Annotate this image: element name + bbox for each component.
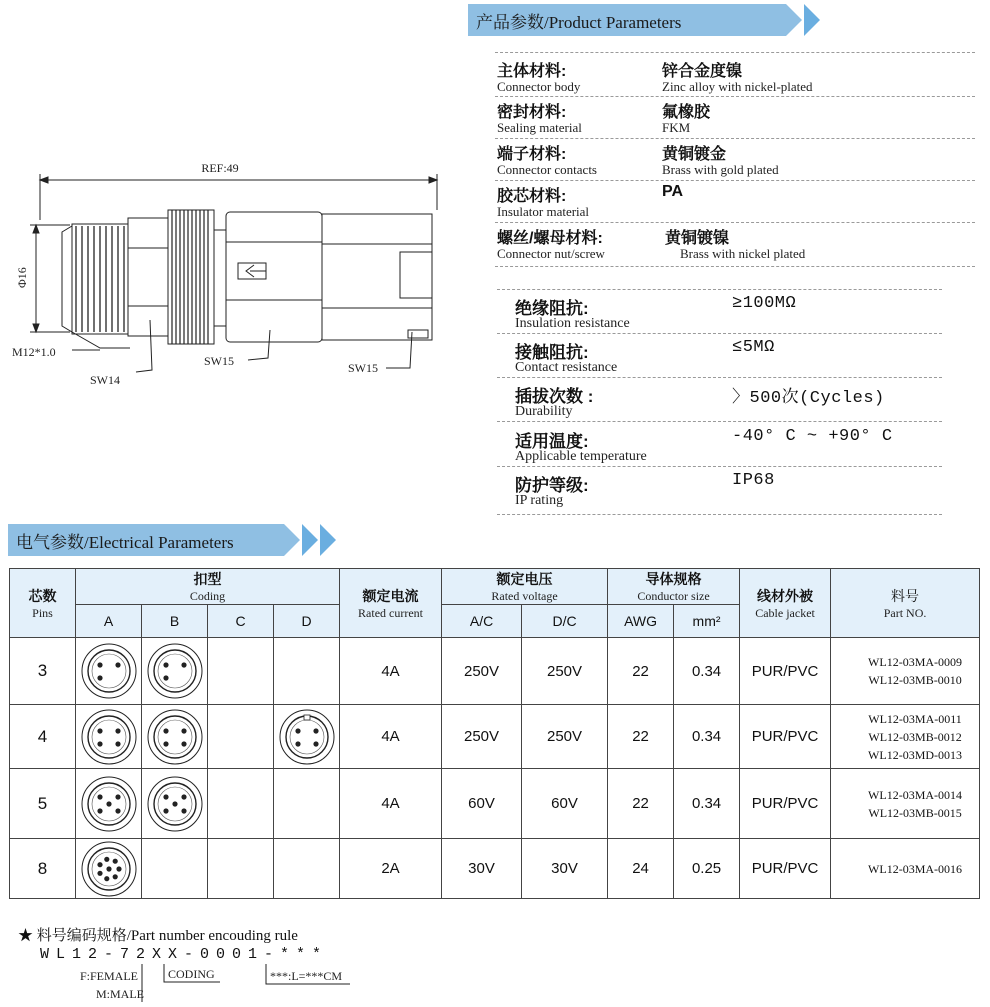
pins-header: 芯数 Pins (10, 569, 76, 638)
ref-dimension-label: REF:49 (201, 161, 239, 175)
awg-cell: 22 (608, 769, 674, 839)
param-value-en: Brass with nickel plated (680, 246, 806, 261)
connector-face-icon (78, 642, 140, 700)
voltage-col-dc: D/C (522, 605, 608, 638)
electrical-parameters-header (8, 524, 336, 556)
coding-cell (274, 769, 340, 839)
mm2-cell: 0.34 (674, 769, 740, 839)
part-no-header: 料号 Part NO. (831, 569, 980, 638)
coding-cell (76, 705, 142, 769)
connector-drawing (0, 140, 460, 400)
cable-jacket-cell: PUR/PVC (740, 769, 831, 839)
param-name-en: Insulator material (497, 204, 590, 219)
male-label: M:MALE (96, 987, 144, 1001)
param-name: 螺丝/螺母材料: (497, 230, 603, 247)
table-row (10, 638, 980, 705)
female-label: F:FEMALE (80, 969, 139, 983)
coding-cell (142, 839, 208, 899)
param-value: 黄铜镀镍 (665, 230, 730, 247)
coding-cell (76, 839, 142, 899)
product-parameter-row (495, 181, 975, 223)
part-number: WL12-03MB-0015 (868, 805, 962, 820)
param-value-en: Brass with gold plated (662, 162, 779, 177)
mm2-cell: 0.34 (674, 705, 740, 769)
coding-cell (142, 769, 208, 839)
chevron-icon (320, 524, 336, 556)
voltage-col-ac: A/C (442, 605, 522, 638)
thread-label: M12*1.0 (12, 345, 56, 359)
chevron-icon (786, 4, 802, 36)
coding-label: CODING (168, 967, 215, 981)
chevron-icon (284, 524, 300, 556)
param-name-en: Connector nut/screw (497, 246, 605, 261)
coding-cell (274, 638, 340, 705)
sw15-rear-label: SW15 (348, 361, 378, 375)
part-number: WL12-03MB-0012 (868, 729, 962, 744)
connector-face-icon (144, 775, 206, 833)
part-number-rule-code: WL12-72XX-0001-*** (40, 946, 329, 963)
coding-col-d: D (274, 605, 340, 638)
conductor-size-header: 导体规格 Conductor size (608, 569, 740, 605)
coding-cell (274, 705, 340, 769)
rated-current-cell: 2A (340, 839, 442, 899)
product-parameters-title: 产品参数/Product Parameters (468, 4, 786, 36)
pins-cell: 3 (10, 638, 76, 705)
coding-cell (208, 769, 274, 839)
property-name: 插拔次数 : (515, 387, 594, 406)
part-no-cell (831, 839, 980, 899)
pins-cell: 4 (10, 705, 76, 769)
property-value: ≤5MΩ (732, 338, 775, 357)
sw15-middle-label: SW15 (204, 354, 234, 368)
param-name: 主体材料: (497, 63, 567, 80)
connector-face-icon (144, 642, 206, 700)
pins-cell: 8 (10, 839, 76, 899)
property-value: ≥100MΩ (732, 294, 797, 313)
awg-cell: 22 (608, 638, 674, 705)
cable-jacket-header: 线材外被 Cable jacket (740, 569, 831, 638)
mm2-cell: 0.34 (674, 638, 740, 705)
product-parameter-row (495, 139, 975, 181)
part-number-rule-title: ★ 料号编码规格/Part number encouding rule (18, 928, 298, 944)
electric-property-row (497, 467, 942, 515)
param-name: 密封材料: (497, 104, 567, 121)
rated-voltage-header: 额定电压 Rated voltage (442, 569, 608, 605)
param-name: 端子材料: (497, 146, 567, 163)
pins-cell: 5 (10, 769, 76, 839)
part-number: WL12-03MD-0013 (868, 747, 963, 762)
part-no-cell (831, 769, 980, 839)
chevron-icon (804, 4, 820, 36)
property-value: IP68 (732, 471, 775, 490)
coding-cell (208, 839, 274, 899)
coding-col-c: C (208, 605, 274, 638)
diameter-label: Φ16 (15, 267, 29, 288)
param-name-en: Connector contacts (497, 162, 597, 177)
rated-current-cell: 4A (340, 769, 442, 839)
voltage-ac-cell: 250V (442, 638, 522, 705)
cable-jacket-cell: PUR/PVC (740, 638, 831, 705)
coding-cell (274, 839, 340, 899)
cable-jacket-cell: PUR/PVC (740, 705, 831, 769)
part-number: WL12-03MA-0014 (868, 787, 963, 802)
property-name: 接触阻抗: (515, 343, 589, 362)
coding-header: 扣型 Coding (76, 569, 340, 605)
property-name-en: IP rating (515, 493, 564, 508)
property-name-en: Durability (515, 404, 573, 419)
property-name-en: Contact resistance (515, 360, 618, 375)
property-name-en: Insulation resistance (515, 316, 630, 331)
electric-property-row (497, 423, 942, 467)
property-name: 防护等级: (515, 476, 589, 495)
voltage-dc-cell: 250V (522, 705, 608, 769)
mm2-cell: 0.25 (674, 839, 740, 899)
param-name-en: Connector body (497, 79, 581, 94)
param-name: 胶芯材料: (497, 188, 567, 205)
table-row (10, 769, 980, 839)
part-number: WL12-03MA-0009 (868, 655, 963, 669)
param-value: 氟橡胶 (662, 104, 711, 121)
product-parameter-row (495, 223, 975, 267)
connector-face-icon (276, 708, 338, 766)
coding-cell (142, 638, 208, 705)
voltage-dc-cell: 30V (522, 839, 608, 899)
property-value: -40° C ~ +90° C (732, 427, 893, 446)
electrical-parameters-table (9, 568, 980, 899)
connector-face-icon (78, 775, 140, 833)
voltage-ac-cell: 60V (442, 769, 522, 839)
connector-face-icon (144, 708, 206, 766)
coding-cell (208, 705, 274, 769)
rated-current-cell: 4A (340, 705, 442, 769)
param-value-en: Zinc alloy with nickel-plated (662, 79, 813, 94)
voltage-ac-cell: 30V (442, 839, 522, 899)
connector-face-icon (78, 840, 140, 898)
coding-col-b: B (142, 605, 208, 638)
property-value: 〉500次(Cycles) (732, 389, 885, 408)
param-name-en: Sealing material (497, 120, 582, 135)
product-parameter-row (495, 56, 975, 97)
coding-cell (76, 638, 142, 705)
part-number: WL12-03MA-0016 (868, 861, 963, 876)
voltage-ac-cell: 250V (442, 705, 522, 769)
part-number: WL12-03MB-0010 (868, 673, 962, 687)
part-no-cell (831, 705, 980, 769)
conductor-col-awg: AWG (608, 605, 674, 638)
electrical-parameters-title: 电气参数/Electrical Parameters (8, 524, 284, 556)
length-label: ***:L=***CM (270, 969, 343, 983)
param-value: PA (662, 183, 684, 200)
electric-property-row (497, 378, 942, 422)
part-number-rule-annotations (70, 962, 370, 1004)
divider (495, 52, 975, 53)
property-name: 适用温度: (515, 432, 589, 451)
table-row (10, 705, 980, 769)
product-parameters-header (468, 4, 820, 36)
coding-cell (142, 705, 208, 769)
voltage-dc-cell: 250V (522, 638, 608, 705)
rated-current-cell: 4A (340, 638, 442, 705)
coding-cell (76, 769, 142, 839)
property-name: 绝缘阻抗: (515, 299, 589, 318)
connector-face-icon (78, 708, 140, 766)
voltage-dc-cell: 60V (522, 769, 608, 839)
conductor-col-mm2: mm² (674, 605, 740, 638)
rated-current-header: 额定电流 Rated current (340, 569, 442, 638)
chevron-icon (302, 524, 318, 556)
product-parameter-row (495, 97, 975, 139)
table-row (10, 839, 980, 899)
part-no-cell (831, 638, 980, 705)
param-value: 黄铜镀金 (662, 146, 727, 163)
awg-cell: 22 (608, 705, 674, 769)
electric-property-row (497, 290, 942, 334)
property-name-en: Applicable temperature (515, 449, 647, 464)
coding-col-a: A (76, 605, 142, 638)
sw14-label: SW14 (90, 373, 120, 387)
param-value: 锌合金度镍 (662, 63, 743, 80)
part-number: WL12-03MA-0011 (868, 711, 962, 726)
param-value-en: FKM (662, 120, 691, 135)
cable-jacket-cell: PUR/PVC (740, 839, 831, 899)
coding-cell (208, 638, 274, 705)
electric-property-row (497, 334, 942, 378)
awg-cell: 24 (608, 839, 674, 899)
